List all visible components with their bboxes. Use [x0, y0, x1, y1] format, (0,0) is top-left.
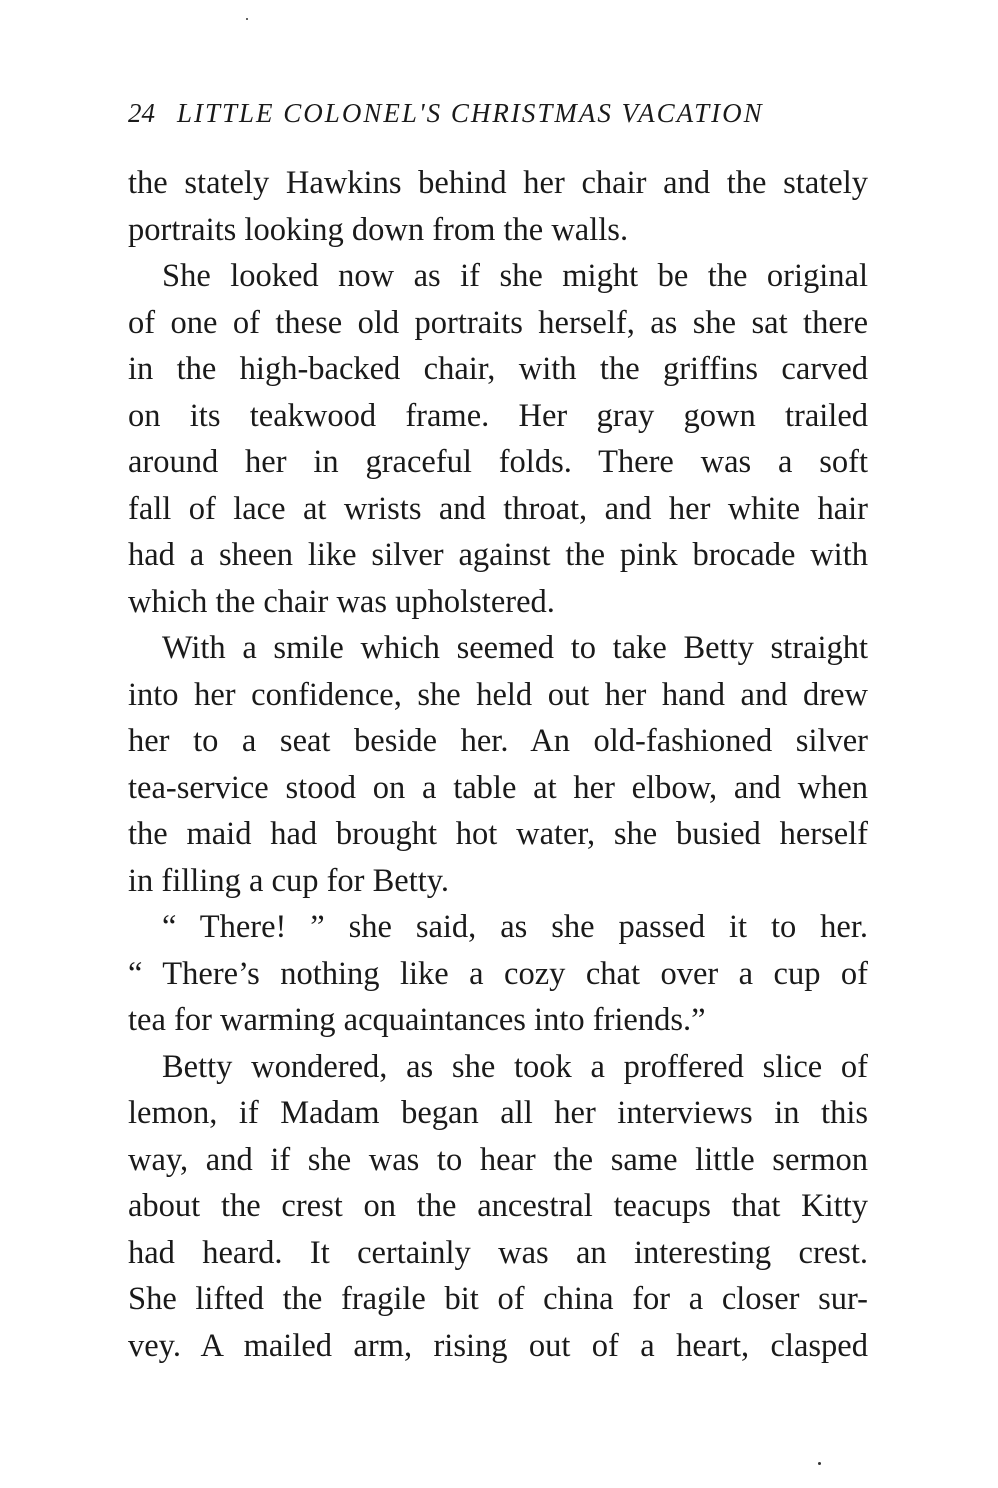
running-head	[128, 96, 868, 130]
text-line: Betty wondered, as she took a proffered slice of	[162, 1048, 868, 1085]
text-line: tea for warming acquaintances into friends.”	[128, 1002, 706, 1038]
text-line: in filling a cup for Betty.	[128, 862, 450, 899]
text-line: on its teakwood frame. Her gray gown trailed	[128, 397, 868, 434]
text-line: around her in graceful folds. There was a soft	[128, 444, 868, 480]
text-line: way, and if she was to hear the same little sermon	[128, 1141, 868, 1178]
text-line: the maid had brought hot water, she busied herself	[128, 816, 868, 852]
text-line: of one of these old portraits herself, as she sat there	[128, 304, 868, 341]
text-line: in the high-backed chair, with the griffins carved	[128, 351, 868, 387]
stray-mark-top	[246, 18, 248, 20]
text-line: “ There’s nothing like a cozy chat over a cup of	[128, 955, 868, 992]
text-line: the stately Hawkins behind her chair and the stately	[128, 165, 868, 201]
text-line: With a smile which seemed to take Betty straight	[162, 630, 868, 666]
text-line: tea-service stood on a table at her elbow, and when	[128, 769, 868, 806]
stray-mark-bottom	[818, 1462, 821, 1465]
page-number: 24	[128, 98, 155, 128]
text-line: had heard. It certainly was an interesting crest.	[128, 1234, 868, 1271]
text-line: portraits looking down from the walls.	[128, 211, 629, 248]
text-line: She lifted the fragile bit of china for a closer sur-	[128, 1281, 868, 1317]
text-line: into her confidence, she held out her hand and drew	[128, 676, 868, 713]
text-line: about the crest on the ancestral teacups that Kitty	[128, 1188, 868, 1224]
text-line: fall of lace at wrists and throat, and her white hair	[128, 490, 868, 527]
text-line: “ There! ” she said, as she passed it to her.	[162, 909, 868, 945]
running-title: LITTLE COLONEL'S CHRISTMAS VACATION	[177, 98, 764, 128]
text-line: her to a seat beside her. An old-fashioned silver	[128, 723, 868, 759]
text-line: had a sheen like silver against the pink brocade with	[128, 537, 868, 573]
body-text	[128, 160, 868, 1369]
text-line: She looked now as if she might be the original	[162, 258, 868, 294]
text-line: vey. A mailed arm, rising out of a heart, clasped	[128, 1327, 868, 1364]
text-line: lemon, if Madam began all her interviews in this	[128, 1095, 868, 1131]
text-line: which the chair was upholstered.	[128, 583, 555, 620]
